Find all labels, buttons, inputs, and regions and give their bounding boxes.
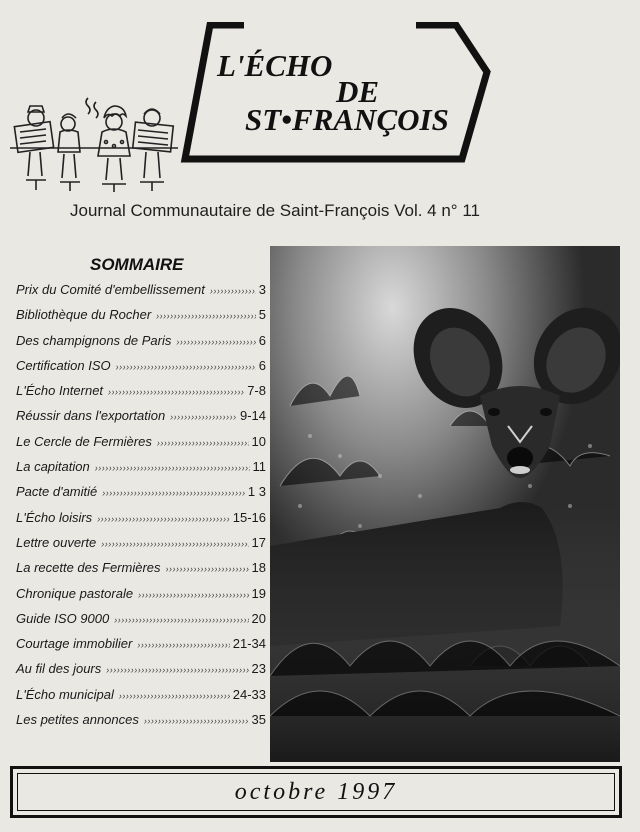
toc-item[interactable] (16, 282, 266, 307)
toc-item-title: La capitation (16, 459, 90, 475)
toc-item-title: Bibliothèque du Rocher (16, 307, 152, 323)
masthead-title-line2: DE (336, 74, 380, 109)
toc-leader-dots (157, 438, 249, 448)
toc-item[interactable] (16, 586, 266, 611)
toc-item-page: 10 (251, 433, 266, 449)
toc-item-title: Courtage immobilier (16, 636, 133, 652)
toc-item-title: Les petites annonces (16, 712, 139, 728)
toc-item-page: 35 (251, 712, 266, 728)
toc-item-page: 3 (258, 282, 266, 297)
toc-item-page: 6 (258, 357, 266, 373)
toc-leader-dots (97, 514, 230, 524)
toc-leader-dots (108, 387, 244, 397)
toc-item[interactable] (16, 636, 266, 661)
toc-leader-dots (95, 463, 250, 473)
toc-item-page: 1 3 (247, 484, 266, 500)
toc-item-title: Le Cercle de Fermières (16, 433, 152, 449)
toc-item-page: 19 (251, 585, 266, 601)
toc-item-page: 15-16 (232, 509, 266, 525)
cartoon-readers-illustration (6, 96, 182, 194)
toc-item-page: 23 (251, 661, 266, 677)
toc-item-page: 6 (258, 332, 266, 348)
toc-item-page: 7-8 (247, 383, 266, 399)
toc-item-page: 5 (258, 307, 266, 323)
toc-leader-dots (170, 412, 237, 422)
toc-leader-dots (101, 539, 248, 549)
toc-item[interactable] (16, 383, 266, 408)
issue-date-inner-frame (17, 773, 615, 811)
toc-item[interactable] (16, 712, 266, 737)
toc-item-title: Prix du Comité d'embellissement (16, 282, 205, 297)
toc-heading: SOMMAIRE (90, 255, 184, 274)
toc-leader-dots (138, 590, 248, 600)
toc-item[interactable] (16, 434, 266, 459)
toc-leader-dots (156, 311, 256, 321)
toc-item[interactable] (16, 484, 266, 509)
toc-item[interactable] (16, 358, 266, 383)
issue-date-box (10, 766, 622, 818)
toc-item[interactable] (16, 611, 266, 636)
toc-item-page: 18 (251, 560, 266, 576)
toc-item-title: Au fil des jours (16, 661, 102, 677)
toc-item-page: 21-34 (232, 636, 266, 652)
toc-leader-dots (119, 691, 230, 701)
toc-item[interactable] (16, 459, 266, 484)
toc-leader-dots (102, 488, 245, 498)
toc-item[interactable] (16, 408, 266, 433)
deer-photo (270, 246, 620, 762)
toc-item-title: L'Écho loisirs (16, 509, 93, 525)
toc-item-title: Pacte d'amitié (16, 484, 98, 500)
toc-item[interactable] (16, 307, 266, 332)
issue-date: octobre 1997 (234, 778, 398, 805)
masthead-title-line1: L'ÉCHO (217, 48, 333, 83)
toc-item[interactable] (16, 560, 266, 585)
toc-item[interactable] (16, 510, 266, 535)
toc-leader-dots (144, 716, 249, 726)
toc-item-title: Guide ISO 9000 (16, 610, 110, 626)
toc-item-title: La recette des Fermières (16, 560, 161, 576)
toc-leader-dots (137, 640, 229, 650)
toc-item-title: Chronique pastorale (16, 585, 134, 601)
toc-item-page: 11 (252, 459, 266, 475)
toc-item-title: Lettre ouverte (16, 534, 97, 550)
toc-item-page: 20 (251, 610, 266, 626)
toc-item-page: 24-33 (232, 686, 266, 702)
toc-item[interactable] (16, 661, 266, 686)
masthead-title-line3: ST•FRANÇOIS (245, 102, 449, 137)
toc-item-page: 9-14 (239, 408, 266, 424)
toc-leader-dots (166, 564, 249, 574)
toc-item-title: Des champignons de Paris (16, 332, 172, 348)
toc-leader-dots (116, 362, 256, 372)
toc-item-title: L'Écho Internet (16, 383, 104, 399)
toc-item-title: Réussir dans l'exportation (16, 408, 166, 424)
toc-leader-dots (114, 615, 248, 625)
toc-item-page: 17 (251, 534, 266, 550)
toc-item[interactable] (16, 535, 266, 560)
toc-item-title: L'Écho municipal (16, 686, 114, 702)
toc-leader-dots (106, 665, 248, 675)
toc-list (16, 282, 266, 737)
toc-leader-dots (210, 286, 256, 296)
toc-leader-dots (176, 337, 255, 347)
toc-item[interactable] (16, 687, 266, 712)
journal-subtitle: Journal Communautaire de Saint-François Vol. 4 n° 11 (70, 201, 480, 220)
toc-item-title: Certification ISO (16, 357, 111, 373)
toc-item[interactable] (16, 333, 266, 358)
